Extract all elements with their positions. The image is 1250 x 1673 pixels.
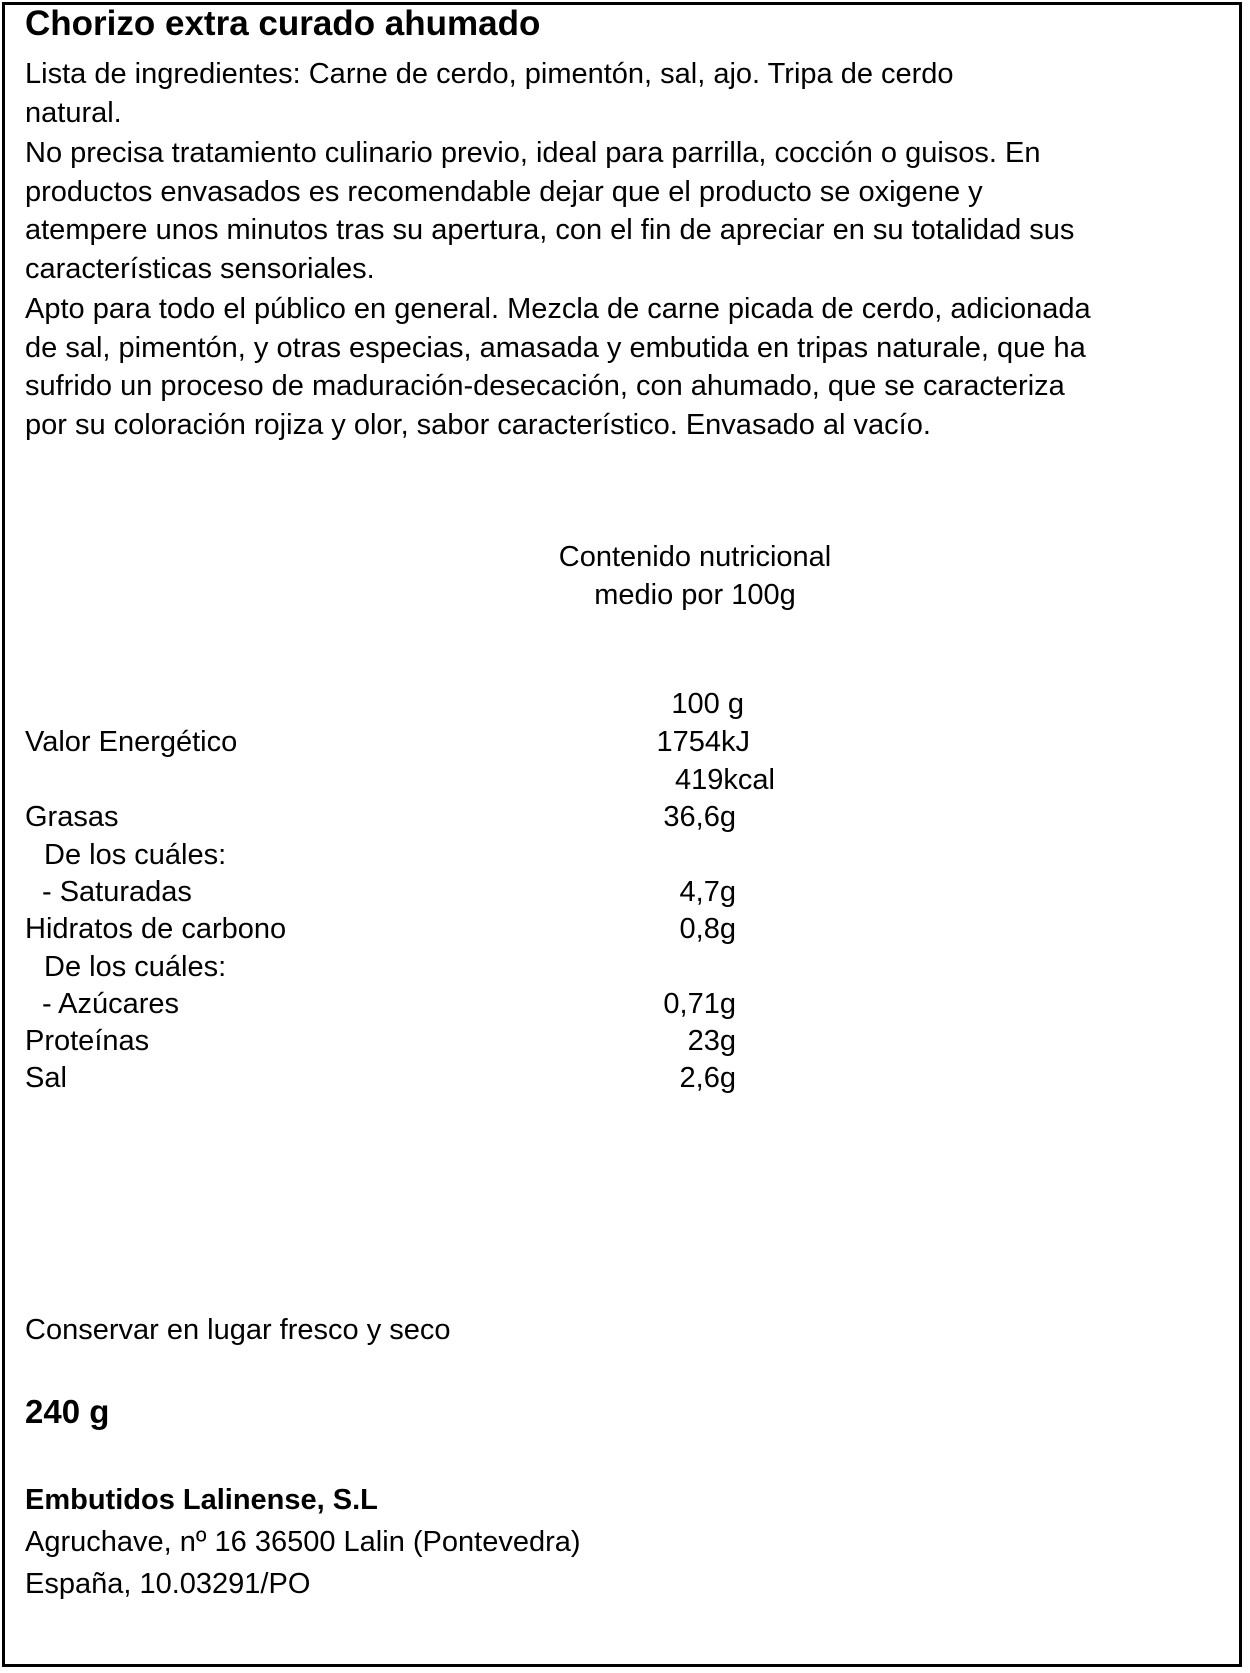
manufacturer-name: Embutidos Lalinense, S.L <box>25 1484 378 1516</box>
ingredients-line: Lista de ingredientes: Carne de cerdo, pimentón, sal, ajo. Tripa de cerdo <box>25 58 954 90</box>
description-line: por su coloración rojiza y olor, sabor característico. Envasado al vacío. <box>25 408 931 441</box>
carbs-value: 0,8g <box>679 913 736 945</box>
net-weight: 240 g <box>25 1393 110 1430</box>
energy-label: Valor Energético <box>25 726 238 758</box>
nutrition-heading-line1: Contenido nutricional <box>558 541 832 573</box>
preparation-line: atempere unos minutos tras su apertura, con el fin de apreciar en su totalidad sus <box>25 214 1075 246</box>
storage-instructions: Conservar en lugar fresco y seco <box>25 1314 451 1346</box>
preparation-line: productos envasados es recomendable dejar que el producto se oxigene y <box>25 175 983 208</box>
description-line: de sal, pimentón, y otras especias, amasada y embutida en tripas naturale, que ha <box>25 331 1086 364</box>
description-line: sufrido un proceso de maduración-desecación, con ahumado, que se caracteriza <box>25 370 1065 402</box>
carbs-of-which-label: De los cuáles: <box>44 951 227 983</box>
protein-label: Proteínas <box>25 1025 150 1057</box>
energy-kcal-value: 419kcal <box>675 764 775 796</box>
fat-of-which-label: De los cuáles: <box>44 839 227 871</box>
salt-label: Sal <box>25 1062 67 1094</box>
preparation-line: No precisa tratamiento culinario previo, ideal para parrilla, cocción o guisos. En <box>25 137 1041 169</box>
ingredients-paragraph <box>25 55 1230 132</box>
preparation-line: características sensoriales. <box>25 252 375 285</box>
ingredients-line: natural. <box>25 96 122 129</box>
product-title: Chorizo extra curado ahumado <box>25 4 541 43</box>
fat-value: 36,6g <box>663 801 736 833</box>
saturated-label: - Saturadas <box>42 876 192 908</box>
manufacturer-address: Agruchave, nº 16 36500 Lalin (Pontevedra) <box>25 1526 581 1558</box>
saturated-value: 4,7g <box>679 876 736 908</box>
manufacturer-registration: España, 10.03291/PO <box>25 1568 311 1600</box>
nutrition-per-label: 100 g <box>671 688 744 720</box>
sugars-value: 0,71g <box>663 988 736 1020</box>
energy-kj-value: 1754kJ <box>656 726 750 758</box>
nutrition-heading-line2: medio por 100g <box>594 579 796 611</box>
nutrition-heading <box>410 538 980 614</box>
sugars-label: - Azúcares <box>42 988 179 1020</box>
fat-label: Grasas <box>25 801 119 833</box>
preparation-paragraph <box>25 134 1230 288</box>
description-paragraph <box>25 290 1230 444</box>
description-line: Apto para todo el público en general. Mezcla de carne picada de cerdo, adicionada <box>25 293 1091 325</box>
salt-value: 2,6g <box>679 1062 736 1094</box>
protein-value: 23g <box>687 1025 736 1057</box>
carbs-label: Hidratos de carbono <box>25 913 287 945</box>
